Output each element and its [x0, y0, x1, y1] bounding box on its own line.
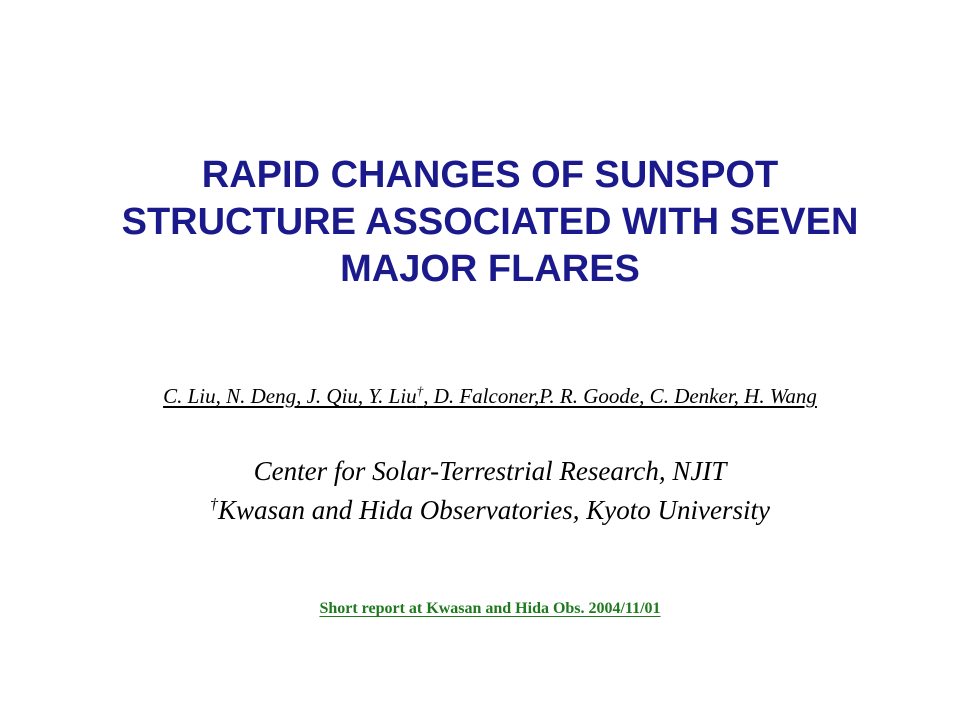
author-list [20, 384, 960, 409]
short-report-link[interactable]: Short report at Kwasan and Hida Obs. 2004/11/01 [319, 600, 661, 617]
affiliation-dagger-mark: † [416, 383, 424, 398]
title-line-3: MAJOR FLARES [340, 248, 640, 290]
title-line-2: STRUCTURE ASSOCIATED WITH SEVEN [121, 201, 859, 243]
authors-before-mark: C. Liu, N. Deng, J. Qiu, Y. Liu [163, 384, 417, 408]
author-names [163, 384, 817, 408]
affiliation-secondary-text: Kwasan and Hida Observatories, Kyoto University [218, 495, 770, 525]
report-note [20, 600, 960, 618]
affiliation-primary: Center for Solar-Terrestrial Research, NJIT [253, 456, 727, 486]
authors-after-mark: , D. Falconer,P. R. Goode, C. Denker, H. Wang [423, 384, 817, 408]
slide-title [60, 152, 920, 293]
affiliation-secondary [20, 495, 960, 526]
title-line-1: RAPID CHANGES OF SUNSPOT [201, 154, 779, 196]
affiliation-secondary-dagger: † [210, 496, 218, 513]
